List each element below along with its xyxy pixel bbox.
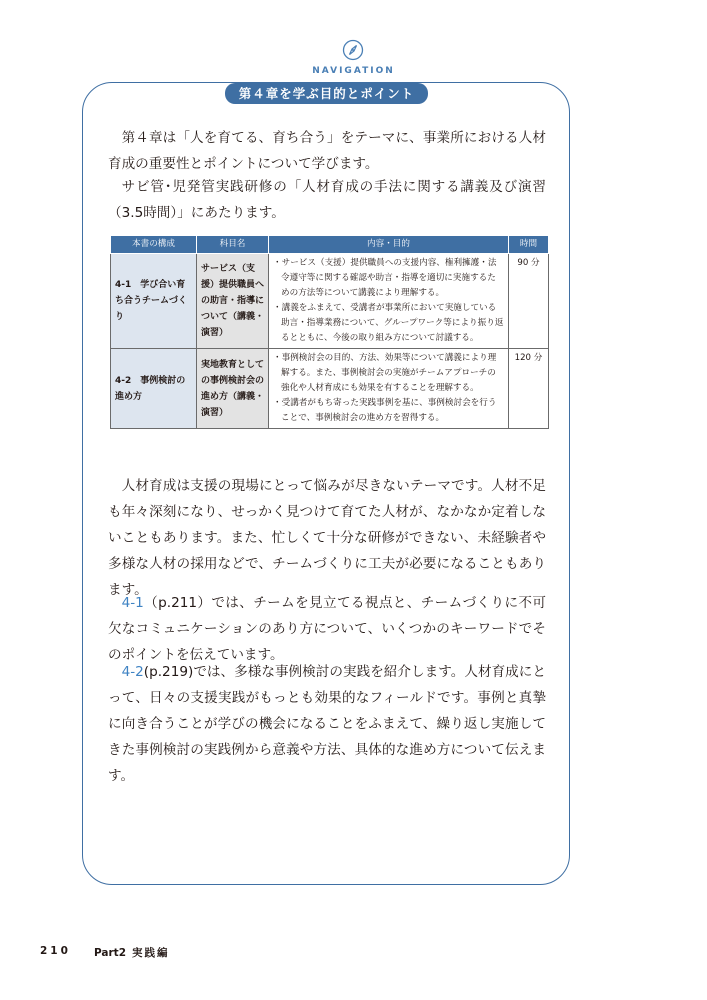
table-header-row [111, 236, 549, 254]
body-paragraph-3-text: (p.219)では、多様な事例検討の実践を紹介します。人材育成にとって、日々の支援実践がもっとも効果的なフィールドです。事例と真摯に向き合うことが学びの機会になることをふまえて、繰り返し実施してきた事例検討の実践例から意義や方法、具体的な進め方について伝えます。 [108, 664, 546, 784]
compass-icon [341, 38, 365, 62]
content-cell [269, 349, 509, 429]
subject-cell: サービス（支援）提供職員への助言・指導について（講義・演習） [197, 254, 269, 349]
content-item: ・サービス（支援）提供職員への支援内容、権利擁護・法令遵守等に関する確認や助言・指導を適切に実施するための方法等について講義により理解する。 [273, 258, 497, 298]
header-cell: 科目名 [197, 236, 269, 254]
header-cell: 本書の構成 [111, 236, 197, 254]
content-cell [269, 254, 509, 349]
body-paragraph-1: 人材育成は支援の現場にとって悩みが尽きないテーマです。人材不足も年々深刻になり、せっかく見つけて育てた人材が、なかなか定着しないこともあります。また、忙しくて十分な研修ができない、未経験者や多様な人材の採用などで、チームづくりに工夫が必要になることもあります。 [108, 478, 546, 598]
content-item: ・受講者がもち寄った実践事例を基に、事例検討会を行うことで、事例検討会の進め方を習得する。 [273, 398, 497, 423]
body-paragraph-3 [108, 659, 546, 789]
curriculum-table [110, 235, 549, 429]
section-cell: 4-1 学び合い育ち合うチームづくり [111, 254, 197, 349]
page-number: 210 [40, 945, 71, 957]
section-link-4-1[interactable]: 4-1 [121, 595, 144, 611]
intro-paragraph-1: 第４章は「人を育てる、育ち合う」をテーマに、事業所における人材育成の重要性とポイントについて学びます。 [108, 130, 546, 172]
part-title: 実践編 [132, 947, 170, 959]
header-cell: 時間 [509, 236, 549, 254]
section-cell: 4-2 事例検討の進め方 [111, 349, 197, 429]
section-title: 第４章を学ぶ目的とポイント [225, 83, 428, 104]
content-item: ・事例検討会の目的、方法、効果等について講義により理解する。また、事例検討会の実施がチームアプローチの強化や人材育成にも効果を有することを理解する。 [273, 353, 497, 393]
subject-cell: 実地教育としての事例検討会の進め方（講義・演習） [197, 349, 269, 429]
part-label [94, 945, 170, 960]
header-cell: 内容・目的 [269, 236, 509, 254]
time-cell: 90 分 [509, 254, 549, 349]
section-link-4-2[interactable]: 4-2 [121, 664, 144, 680]
part-number: Part2 [94, 947, 127, 959]
content-item: ・講義をふまえて、受講者が事業所において実施している助言・指導業務について、グループワーク等により振り返るとともに、今後の取り組み方について討議する。 [273, 303, 504, 343]
body-paragraph-2-text: （p.211）では、チームを見立てる視点と、チームづくりに不可欠なコミュニケーションのあり方について、いくつかのキーワードでそのポイントを伝えています。 [108, 595, 546, 663]
body-paragraph-2 [108, 590, 546, 668]
table-row [111, 254, 549, 349]
intro-paragraph-2: サビ管･児発管実践研修の「人材育成の手法に関する講義及び演習（3.5時間）」にあたります。 [108, 179, 546, 221]
table-row [111, 349, 549, 429]
navigation-label: NAVIGATION [312, 66, 395, 76]
time-cell: 120 分 [509, 349, 549, 429]
